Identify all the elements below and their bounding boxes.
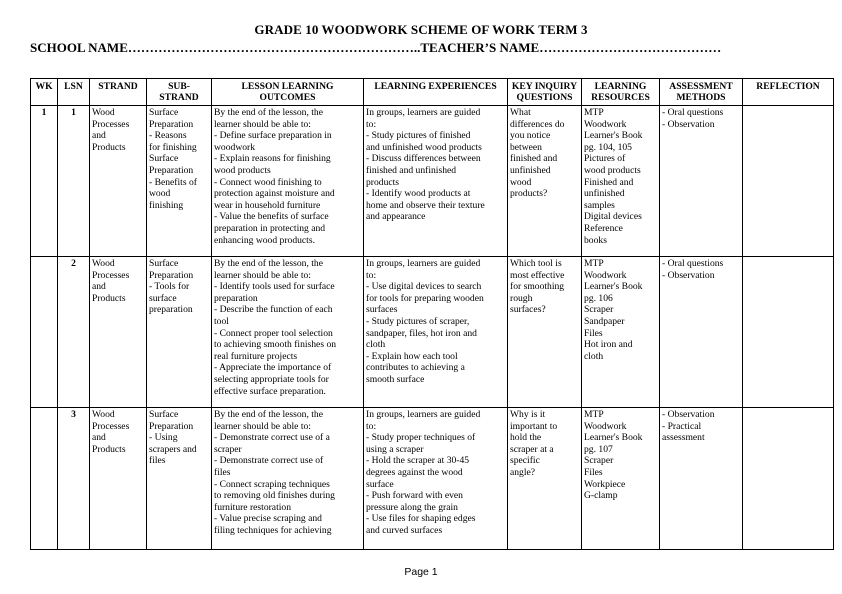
cell-line: Digital devices	[584, 211, 642, 223]
cell-line: - Appreciate the importance of	[214, 362, 332, 374]
cell-line: wood	[149, 188, 171, 200]
cell-line: - Identify wood products at	[366, 188, 471, 200]
table-row	[31, 106, 834, 257]
cell-line: - Study pictures of finished	[366, 130, 471, 142]
cell-assessment	[660, 106, 743, 257]
cell-line: and curved surfaces	[366, 524, 443, 536]
page-number: Page 1	[404, 566, 438, 578]
cell-line: - Identify tools used for surface	[214, 281, 335, 293]
cell-line: Preparation	[149, 164, 194, 176]
cell-line: for finishing	[149, 141, 197, 153]
cell-line: In groups, learners are guided	[366, 409, 481, 420]
cell-line: surfaces	[366, 304, 398, 316]
cell-line: - Define surface preparation in	[214, 130, 332, 142]
cell-line: tool	[214, 315, 229, 327]
cell-line: woodwork	[214, 141, 256, 153]
cell-line: learner should be able to:	[214, 118, 311, 130]
cell-line: Scraper	[584, 304, 614, 316]
cell-experiences	[364, 408, 508, 550]
cell-line: Surface	[149, 153, 179, 165]
cell-wk	[31, 408, 58, 550]
cell-line: cloth	[366, 339, 386, 351]
cell-line: - Oral questions	[662, 258, 724, 269]
cell-line: Why is it	[510, 409, 546, 420]
cell-strand	[90, 257, 147, 408]
cell-line: - Connect proper tool selection	[214, 327, 333, 339]
cell-lsn: 3	[58, 408, 90, 550]
cell-line: - Connect wood finishing to	[214, 176, 322, 188]
cell-line: - Value the benefits of surface	[214, 211, 329, 223]
cell-line: finished and unfinished	[366, 164, 457, 176]
cell-line: Surface	[149, 409, 179, 420]
cell-line: preparation	[149, 304, 193, 316]
cell-line: to achieving smooth finishes on	[214, 339, 337, 351]
cell-line: - Observation	[662, 409, 715, 420]
cell-wk	[31, 257, 58, 408]
cell-line: real furniture projects	[214, 350, 298, 362]
document-title: GRADE 10 WOODWORK SCHEME OF WORK TERM 3	[254, 22, 588, 37]
cell-line: and	[92, 281, 106, 293]
cell-line: preparation in protecting and	[214, 222, 326, 234]
header-experiences: LEARNING EXPERIENCES	[364, 79, 508, 106]
cell-assessment	[660, 257, 743, 408]
cell-line: important to	[510, 420, 558, 432]
cell-line: Preparation	[149, 420, 194, 432]
cell-line: files	[149, 455, 166, 467]
cell-line: effective surface preparation.	[214, 385, 326, 397]
cell-line: degrees against the wood	[366, 466, 463, 478]
cell-line: Sandpaper	[584, 315, 625, 327]
cell-assessment	[660, 408, 743, 550]
cell-line: Learner's Book	[584, 281, 643, 293]
cell-line: In groups, learners are guided	[366, 258, 481, 269]
cell-line: MTP	[584, 258, 604, 269]
cell-experiences	[364, 106, 508, 257]
cell-line: and appearance	[366, 211, 426, 223]
cell-line: wood products	[214, 164, 271, 176]
cell-line: for tools for preparing wooden	[366, 292, 484, 304]
cell-line: Finished and	[584, 176, 634, 188]
cell-line: Reference	[584, 222, 623, 234]
scheme-of-work-table	[30, 78, 834, 550]
header-outcomes: LESSON LEARNING OUTCOMES	[212, 79, 364, 106]
cell-line: MTP	[584, 107, 604, 118]
header-sub-strand: SUB-STRAND	[147, 79, 212, 106]
cell-line: By the end of the lesson, the	[214, 409, 323, 420]
cell-line: books	[584, 234, 607, 246]
cell-line: - Connect scraping techniques	[214, 478, 330, 490]
cell-line: filing techniques for achieving	[214, 524, 332, 536]
cell-line: learner should be able to:	[214, 269, 311, 281]
cell-sub-strand	[147, 106, 212, 257]
cell-resources	[582, 257, 660, 408]
cell-line: Processes	[92, 420, 130, 432]
cell-line: surfaces?	[510, 304, 546, 316]
cell-questions	[508, 408, 582, 550]
cell-line: wood products	[584, 164, 641, 176]
cell-strand	[90, 106, 147, 257]
cell-line: Products	[92, 141, 126, 153]
cell-line: smooth surface	[366, 373, 425, 385]
header-assessment: ASSESSMENT METHODS	[660, 79, 743, 106]
cell-line: What	[510, 107, 531, 118]
cell-line: - Use files for shaping edges	[366, 513, 476, 525]
cell-line: samples	[584, 199, 615, 211]
cell-line: MTP	[584, 409, 604, 420]
cell-line: G-clamp	[584, 490, 618, 502]
cell-line: you notice	[510, 130, 551, 142]
cell-line: Woodwork	[584, 420, 627, 432]
cell-line: Wood	[92, 409, 115, 420]
cell-line: angle?	[510, 466, 536, 478]
cell-line: preparation	[214, 292, 258, 304]
cell-line: scraper at a	[510, 443, 554, 455]
cell-reflection	[743, 257, 834, 408]
cell-line: finished and	[510, 153, 558, 165]
cell-line: contributes to achieving a	[366, 362, 465, 374]
cell-line: - Observation	[662, 118, 715, 130]
cell-line: wood	[510, 176, 532, 188]
cell-line: Processes	[92, 118, 130, 130]
cell-line: most effective	[510, 269, 565, 281]
cell-line: - Benefits of	[149, 176, 197, 188]
cell-wk: 1	[31, 106, 58, 257]
cell-line: and	[92, 432, 106, 444]
cell-line: home and observe their texture	[366, 199, 485, 211]
cell-line: By the end of the lesson, the	[214, 258, 323, 269]
cell-line: In groups, learners are guided	[366, 107, 481, 118]
cell-line: pg. 104, 105	[584, 141, 632, 153]
cell-line: and unfinished wood products	[366, 141, 482, 153]
cell-line: Files	[584, 327, 603, 339]
cell-line: Preparation	[149, 269, 194, 281]
cell-line: surface	[149, 292, 177, 304]
cell-line: Workpiece	[584, 478, 626, 490]
cell-line: - Observation	[662, 269, 715, 281]
cell-line: pg. 107	[584, 443, 613, 455]
cell-line: to:	[366, 420, 377, 432]
cell-line: assessment	[662, 432, 705, 444]
header-strand: STRAND	[90, 79, 147, 106]
cell-line: furniture restoration	[214, 501, 291, 513]
cell-line: between	[510, 141, 542, 153]
header-resources: LEARNING RESOURCES	[582, 79, 660, 106]
cell-line: to:	[366, 269, 377, 281]
cell-outcomes	[212, 257, 364, 408]
cell-line: - Use digital devices to search	[366, 281, 482, 293]
cell-line: scraper	[214, 443, 242, 455]
cell-questions	[508, 106, 582, 257]
cell-outcomes	[212, 408, 364, 550]
cell-line: - Value precise scraping and	[214, 513, 322, 525]
cell-line: specific	[510, 455, 540, 467]
header-wk: WK	[31, 79, 58, 106]
cell-line: rough	[510, 292, 533, 304]
cell-line: - Tools for	[149, 281, 190, 293]
table-header-row	[31, 79, 834, 106]
cell-strand	[90, 408, 147, 550]
cell-line: - Study proper techniques of	[366, 432, 476, 444]
cell-sub-strand	[147, 408, 212, 550]
cell-line: - Reasons	[149, 130, 187, 142]
cell-line: Which tool is	[510, 258, 562, 269]
cell-line: Products	[92, 443, 126, 455]
cell-line: Processes	[92, 269, 130, 281]
cell-questions	[508, 257, 582, 408]
cell-line: pg. 106	[584, 292, 613, 304]
cell-line: - Describe the function of each	[214, 304, 333, 316]
cell-line: - Practical	[662, 420, 702, 432]
cell-line: Files	[584, 466, 603, 478]
cell-line: Surface	[149, 107, 179, 118]
cell-line: By the end of the lesson, the	[214, 107, 323, 118]
header-questions: KEY INQUIRY QUESTIONS	[508, 79, 582, 106]
cell-line: Wood	[92, 107, 115, 118]
cell-line: Wood	[92, 258, 115, 269]
cell-line: Preparation	[149, 118, 194, 130]
cell-line: - Explain how each tool	[366, 350, 458, 362]
cell-line: Surface	[149, 258, 179, 269]
cell-experiences	[364, 257, 508, 408]
cell-line: to removing old finishes during	[214, 490, 335, 502]
cell-line: - Demonstrate correct use of	[214, 455, 324, 467]
cell-reflection	[743, 106, 834, 257]
cell-line: hold the	[510, 432, 542, 444]
cell-line: Scraper	[584, 455, 614, 467]
cell-line: - Explain reasons for finishing	[214, 153, 331, 165]
cell-line: for smoothing	[510, 281, 565, 293]
cell-line: unfinished	[510, 164, 551, 176]
header-reflection: REFLECTION	[743, 79, 834, 106]
cell-line: Hot iron and	[584, 339, 633, 351]
cell-line: files	[214, 466, 231, 478]
cell-line: finishing	[149, 199, 184, 211]
cell-line: selecting appropriate tools for	[214, 373, 329, 385]
cell-line: Woodwork	[584, 118, 627, 130]
cell-line: products?	[510, 188, 548, 200]
cell-line: enhancing wood products.	[214, 234, 315, 246]
cell-line: - Hold the scraper at 30-45	[366, 455, 470, 467]
cell-line: using a scraper	[366, 443, 424, 455]
cell-line: Woodwork	[584, 269, 627, 281]
cell-resources	[582, 408, 660, 550]
header-lsn: LSN	[58, 79, 90, 106]
cell-outcomes	[212, 106, 364, 257]
table-row	[31, 257, 834, 408]
cell-line: Pictures of	[584, 153, 626, 165]
cell-line: wear in household furniture	[214, 199, 321, 211]
cell-line: scrapers and	[149, 443, 197, 455]
cell-reflection	[743, 408, 834, 550]
cell-line: Learner's Book	[584, 130, 643, 142]
cell-line: - Demonstrate correct use of a	[214, 432, 330, 444]
cell-sub-strand	[147, 257, 212, 408]
cell-line: Products	[92, 292, 126, 304]
school-teacher-line: SCHOOL NAME…………………………………………………………..TEACHER’S NAME……………………………………	[30, 40, 722, 55]
cell-resources	[582, 106, 660, 257]
cell-line: - Study pictures of scraper,	[366, 315, 470, 327]
cell-line: pressure along the grain	[366, 501, 458, 513]
cell-line: to:	[366, 118, 377, 130]
cell-line: unfinished	[584, 188, 625, 200]
cell-line: protection against moisture and	[214, 188, 335, 200]
table-row	[31, 408, 834, 550]
cell-lsn: 2	[58, 257, 90, 408]
cell-line: products	[366, 176, 400, 188]
cell-lsn: 1	[58, 106, 90, 257]
cell-line: surface	[366, 478, 394, 490]
cell-line: Learner's Book	[584, 432, 643, 444]
cell-line: - Oral questions	[662, 107, 724, 118]
cell-line: differences do	[510, 118, 565, 130]
cell-line: - Discuss differences between	[366, 153, 481, 165]
cell-line: - Using	[149, 432, 178, 444]
cell-line: sandpaper, files, hot iron and	[366, 327, 477, 339]
cell-line: and	[92, 130, 106, 142]
cell-line: learner should be able to:	[214, 420, 311, 432]
cell-line: cloth	[584, 350, 604, 362]
cell-line: - Push forward with even	[366, 490, 463, 502]
